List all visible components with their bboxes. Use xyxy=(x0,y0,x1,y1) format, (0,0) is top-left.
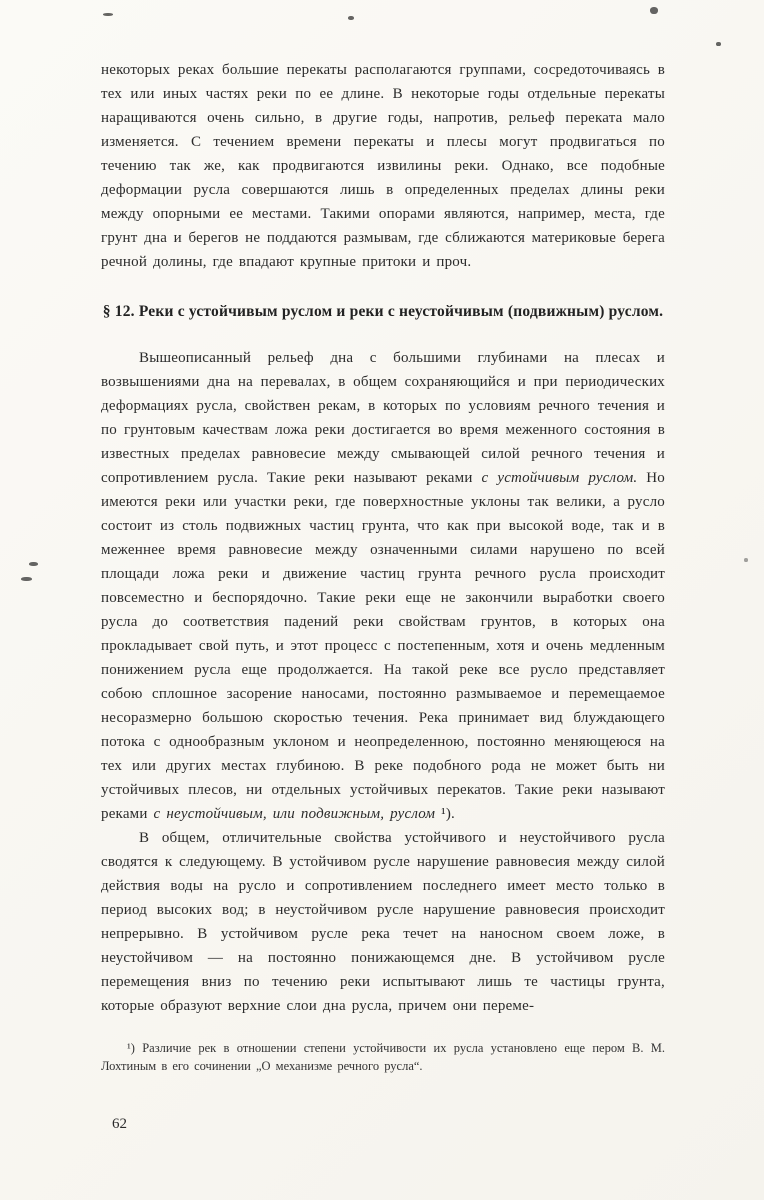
footnote-reference: ¹). xyxy=(435,806,455,822)
paragraph2-text-2: Но имеются реки или участки реки, где поверхностные уклоны так велики, а русло состоит из столь подвижных частиц грунта, что как при высокой воде, так и в меженнее время равновесие между означенными силами нарушено по всей площади ложа реки и движение частиц грунта речного русла происходит повсеместно и беспорядочно. Такие реки еще не закончили выработки своего русла до соответствия падений реки свойствам грунтов, в которых она прокладывает свой путь, и этот процесс с постепенным, хотя и очень медленным понижением русла еще продолжается. На такой реке все русло представляет собою сплошное засорение наносами, постоянно размываемое и перемещаемое несоразмерно большою скоростью течения. Река принимает вид блуждающего потока с однообразным уклоном и неопределенною, постоянно меняющеюся на тех или других местах глубиною. В реке подобного рода не может быть ни устойчивых плесов, ни отдельных устойчивых перекатов. Такие реки называют реками xyxy=(101,470,666,822)
term-unstable-channel: с неустойчивым, или подвижным, руслом xyxy=(153,806,436,822)
scan-artifact xyxy=(650,7,658,14)
scan-artifact xyxy=(29,562,38,566)
page-number: 62 xyxy=(112,1116,127,1132)
scan-artifact xyxy=(103,13,113,16)
scan-artifact xyxy=(744,558,748,562)
scan-artifact xyxy=(716,42,721,46)
scan-artifact xyxy=(21,577,32,581)
paragraph-continuation: некоторых реках большие перекаты располагаются группами, сосредоточиваясь в тех или иных частях реки по ее длине. В некоторые годы отдельные перекаты наращиваются очень сильно, в другие годы, напротив, рельеф переката мало изменяется. С течением времени перекаты и плесы могут продвигаться по течению так же, как продвигаются извилины реки. Однако, все подобные деформации русла совершаются лишь в определенных пределах длины реки между опорными ее местами. Такими опорами являются, например, места, где грунт дна и берегов не поддаются размывам, где сближаются материковые берега речной долины, где впадают крупные притоки и проч. xyxy=(101,62,665,270)
paragraph-stable-vs-unstable xyxy=(101,346,665,826)
section-heading: § 12. Реки с устойчивым руслом и реки с неустойчивым (подвижным) руслом. xyxy=(102,303,664,320)
term-stable-channel: с устойчивым руслом. xyxy=(481,470,638,486)
paragraph2-text-1: Вышеописанный рельеф дна с большими глубинами на плесах и возвышениями дна на перевалах, в общем сохраняющийся и при периодических деформациях русла, свойствен рекам, в которых по условиям речного течения и по грунтовым качествам ложа реки достигается во время меженного состояния в известных пределах равновесие между смывающей силой речного течения и сопротивлением русла. Такие реки называют реками xyxy=(101,350,665,486)
paragraph-comparison: В общем, отличительные свойства устойчивого и неустойчивого русла сводятся к следующему. В устойчивом русле нарушение равновесия между силой действия воды на русло и сопротивлением последнего имеет место только в период высоких вод; в неустойчивом русле нарушение равновесия происходит непрерывно. В устойчивом русле река течет на наносном своем ложе, в неустойчивом — на постоянно понижающемся дне. В устойчивом русле перемещения вниз по течению реки испытывают лишь те частицы грунта, которые образуют верхние слои дна русла, причем они переме- xyxy=(101,830,665,1014)
page-content xyxy=(101,58,665,1075)
footnote: ¹) Различие рек в отношении степени устойчивости их русла установлено еще пером В. М. Лохтиным в его сочинении „О механизме речного русла“. xyxy=(101,1041,665,1073)
scan-artifact xyxy=(348,16,354,20)
